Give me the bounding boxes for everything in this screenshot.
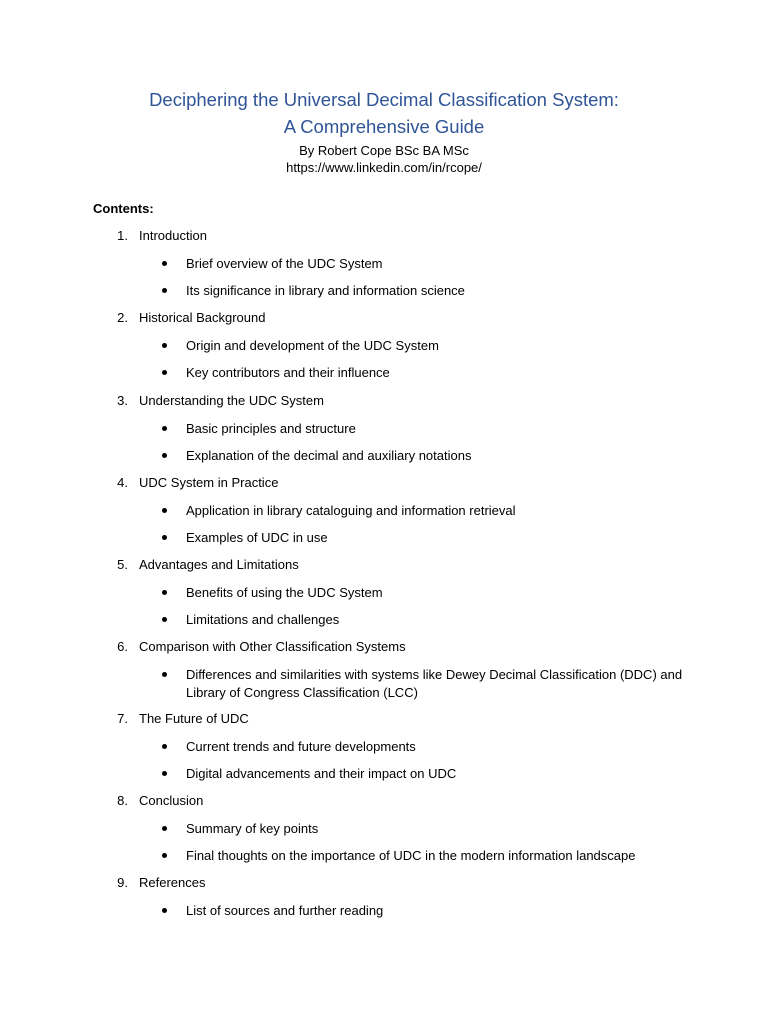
toc-bullet-text: Explanation of the decimal and auxiliary notations: [186, 448, 472, 463]
toc-section-title: Introduction: [139, 228, 207, 243]
toc-section-title: UDC System in Practice: [139, 475, 279, 490]
toc-bullet-text: Examples of UDC in use: [186, 530, 328, 545]
toc-section-number: 3.: [117, 393, 128, 408]
bullet-dot-icon: [162, 453, 167, 458]
bullet-dot-icon: [162, 343, 167, 348]
bullet-dot-icon: [162, 535, 167, 540]
toc-bullet-text: Brief overview of the UDC System: [186, 256, 383, 271]
contents-heading: Contents:: [93, 201, 154, 216]
toc-bullet-text: Basic principles and structure: [186, 421, 356, 436]
toc-section-title: The Future of UDC: [139, 711, 249, 726]
toc-bullet-text: List of sources and further reading: [186, 903, 384, 918]
document-title-line-2: A Comprehensive Guide: [283, 116, 485, 137]
bullet-dot-icon: [162, 370, 167, 375]
toc-bullet-text: Final thoughts on the importance of UDC in the modern information landscape: [186, 848, 636, 863]
bullet-dot-icon: [162, 288, 167, 293]
toc-section-number: 8.: [117, 793, 128, 808]
bullet-dot-icon: [162, 744, 167, 749]
title-block: [0, 86, 768, 176]
bullet-dot-icon: [162, 853, 167, 858]
bullet-dot-icon: [162, 261, 167, 266]
bullet-dot-icon: [162, 426, 167, 431]
toc-section-title: Historical Background: [139, 310, 266, 325]
toc-bullet-text: Application in library cataloguing and information retrieval: [186, 503, 516, 518]
toc-section-title: References: [139, 875, 206, 890]
toc-bullet-text: Current trends and future developments: [186, 739, 416, 754]
toc-section-number: 5.: [117, 557, 128, 572]
bullet-dot-icon: [162, 672, 167, 677]
toc-section-title: Understanding the UDC System: [139, 393, 324, 408]
bullet-dot-icon: [162, 771, 167, 776]
toc-section-number: 6.: [117, 639, 128, 654]
toc-section-number: 1.: [117, 228, 128, 243]
bullet-dot-icon: [162, 617, 167, 622]
toc-bullet-text: Key contributors and their influence: [186, 365, 390, 380]
toc-bullet-text: Limitations and challenges: [186, 612, 340, 627]
toc-section-title: Conclusion: [139, 793, 204, 808]
bullet-dot-icon: [162, 908, 167, 913]
toc-bullet-text: Its significance in library and information science: [186, 283, 465, 298]
toc-section-number: 4.: [117, 475, 128, 490]
toc-bullet-text: Origin and development of the UDC System: [186, 338, 439, 353]
toc-section-number: 7.: [117, 711, 128, 726]
toc-bullet-text: Summary of key points: [186, 821, 319, 836]
document-title-line-1: Deciphering the Universal Decimal Classification System:: [149, 89, 619, 110]
toc-section-title: Comparison with Other Classification Systems: [139, 639, 406, 654]
toc-section-number: 2.: [117, 310, 128, 325]
bullet-dot-icon: [162, 590, 167, 595]
toc-section-title: Advantages and Limitations: [139, 557, 299, 572]
toc-section-number: 9.: [117, 875, 128, 890]
author-byline: By Robert Cope BSc BA MSc: [299, 143, 469, 158]
toc-bullet-text: Differences and similarities with systems like Dewey Decimal Classification (DDC) and Library of Congress Classification (LCC): [186, 667, 683, 700]
bullet-dot-icon: [162, 508, 167, 513]
bullet-dot-icon: [162, 826, 167, 831]
toc-bullet-text: Benefits of using the UDC System: [186, 585, 383, 600]
author-url: https://www.linkedin.com/in/rcope/: [286, 160, 482, 175]
toc-bullet-text: Digital advancements and their impact on UDC: [186, 766, 457, 781]
